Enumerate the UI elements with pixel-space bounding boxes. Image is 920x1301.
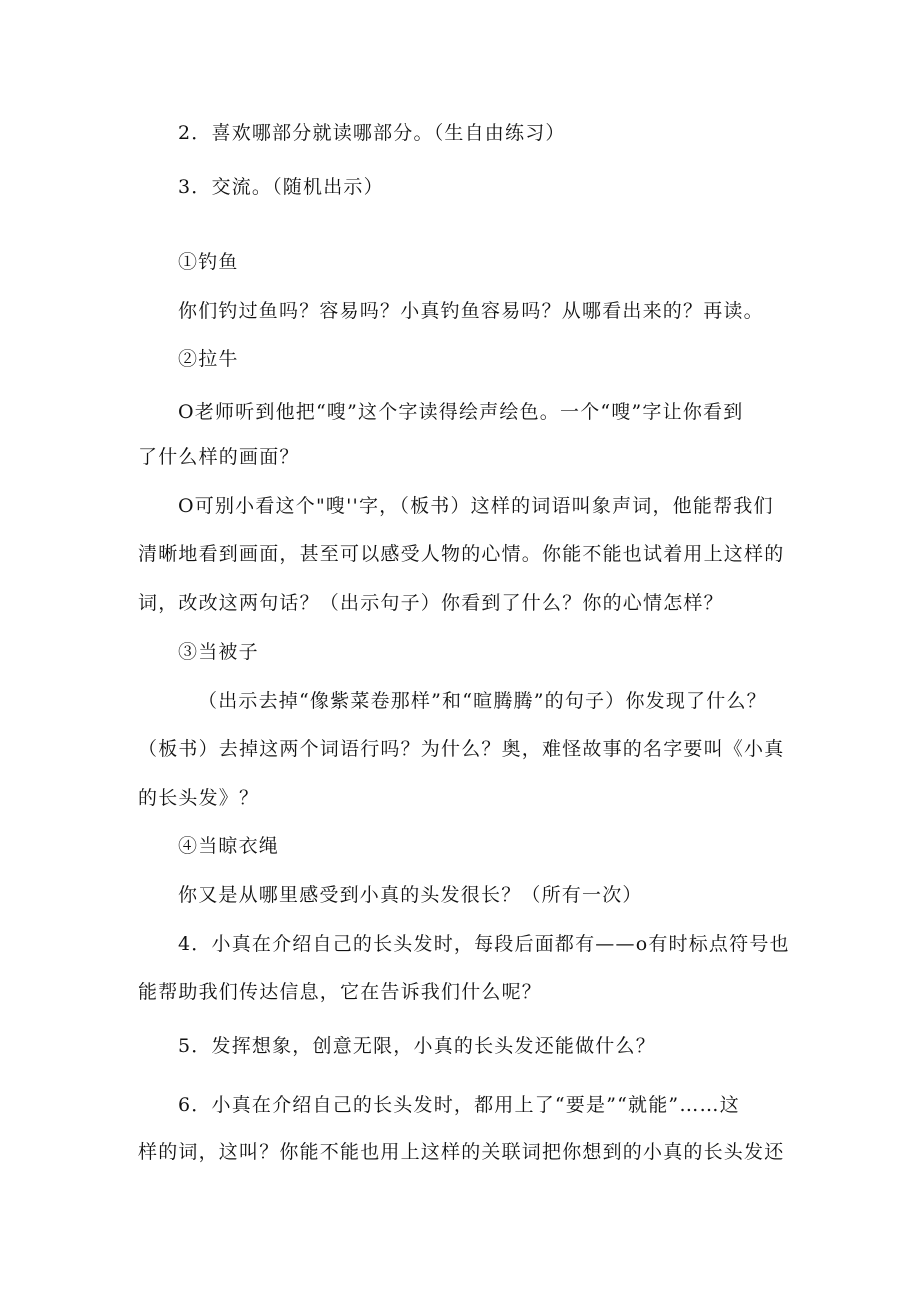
paragraph-line: （出示去掉“像紫菜卷那样”和“暄腾腾”的句子）你发现了什么？: [198, 690, 767, 712]
paragraph-line: O可别小看这个"嗖''字，（板书）这样的词语叫象声词，他能帮我们: [178, 495, 774, 517]
paragraph-line: （板书）去掉这两个词语行吗？为什么？奥，难怪故事的名字要叫《小真: [138, 738, 785, 760]
paragraph-line: 你们钓过鱼吗？容易吗？小真钓鱼容易吗？从哪看出来的？再读。: [178, 300, 764, 322]
paragraph-line: O老师听到他把“嗖”这个字读得绘声绘色。一个“嗖”字让你看到: [178, 401, 744, 423]
paragraph-line: 6．小真在介绍自己的长头发时，都用上了“要是”“就能”……这: [178, 1094, 740, 1116]
paragraph-line: 3．交流。（随机出示）: [178, 176, 384, 198]
section-heading: ①钓鱼: [178, 251, 239, 273]
paragraph-line: 词，改改这两句话？（出示句子）你看到了什么？你的心情怎样？: [138, 592, 724, 614]
paragraph-line: 5．发挥想象，创意无限，小真的长头发还能做什么？: [178, 1035, 656, 1057]
paragraph-line: 清晰地看到画面，甚至可以感受人物的心情。你能不能也试着用上这样的: [138, 543, 785, 565]
paragraph-line: 的长头发》？: [138, 787, 260, 809]
paragraph-line: 你又是从哪里感受到小真的头发很长？（所有一次）: [178, 884, 643, 906]
paragraph-line: 了什么样的画面？: [138, 446, 300, 468]
paragraph-line: 样的词，这叫？你能不能也用上这样的关联词把你想到的小真的长头发还: [138, 1141, 785, 1163]
paragraph-line: 2．喜欢哪部分就读哪部分。（生自由练习）: [178, 122, 566, 144]
section-heading: ②拉牛: [178, 348, 239, 370]
section-heading: ④当晾衣绳: [178, 835, 280, 857]
paragraph-line: 能帮助我们传达信息，它在告诉我们什么呢？: [138, 981, 543, 1003]
paragraph-line: 4．小真在介绍自己的长头发时，每段后面都有——o有时标点符号也: [178, 933, 790, 955]
section-heading: ③当被子: [178, 641, 259, 663]
